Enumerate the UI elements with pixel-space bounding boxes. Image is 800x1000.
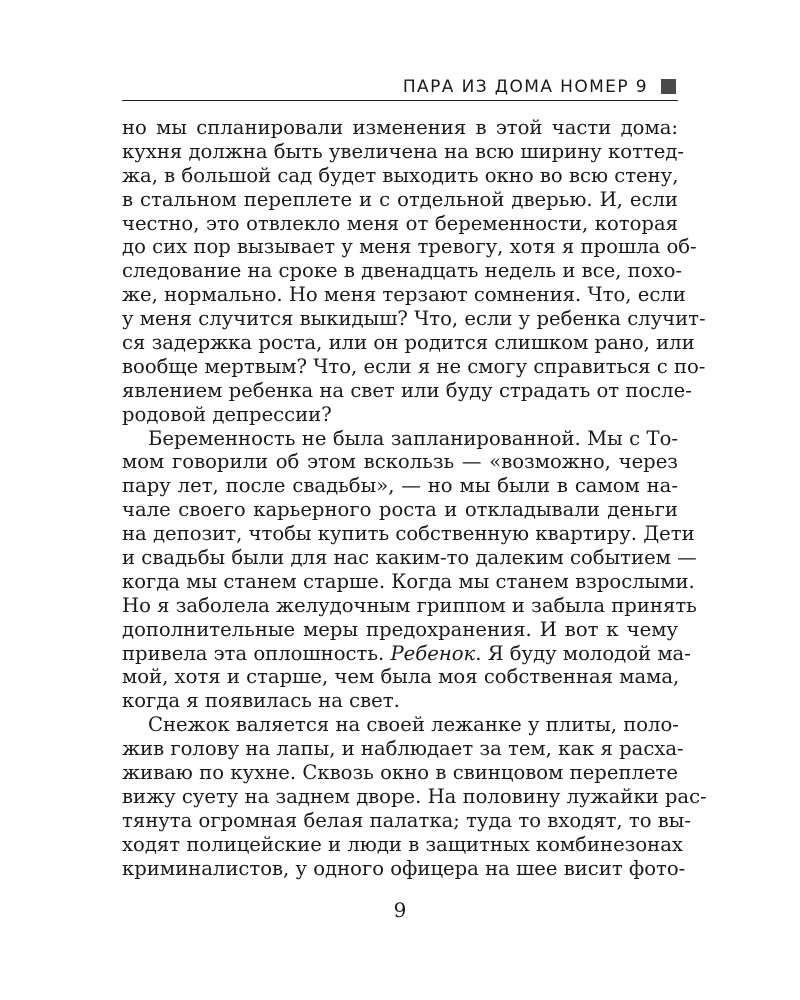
text-line: у меня случится выкидыш? Что, если у ребенка случит- <box>122 307 706 331</box>
text-line: мой, хотя и старше, чем была моя собственная мама, <box>122 665 680 689</box>
text-line: на депозит, чтобы купить собственную квартиру. Дети <box>122 522 695 546</box>
text-line: Беременность не была запланированной. Мы с То- <box>148 426 678 450</box>
text-line: но мы спланировали изменения в этой части дома: <box>122 116 678 139</box>
paragraph <box>122 713 707 880</box>
text-line: жа, в большой сад будет выходить окно во всю стену, <box>122 163 679 187</box>
paragraph <box>122 116 706 427</box>
paragraph <box>122 426 697 714</box>
text-line: Но я заболела желудочным гриппом и забыла принять <box>122 593 697 617</box>
text-line: вообще мертвым? Что, если я не смогу справиться с по- <box>122 354 706 378</box>
text-line: ся задержка роста, или он родится слишком рано, или <box>122 331 695 355</box>
text-line: когда я появилась на свет. <box>122 689 400 713</box>
text-run: привела эта оплошность. <box>122 641 391 665</box>
italic-word: Ребенок <box>390 641 476 665</box>
text-line: пару лет, после свадьбы», — но мы были в самом на- <box>122 474 678 498</box>
text-run: . Я буду молодой ма- <box>475 641 691 665</box>
header-square-mark <box>661 79 676 94</box>
text-line: криминалистов, у одного офицера на шее висит фото- <box>122 856 686 880</box>
text-line: жив голову на лапы, и наблюдает за тем, как я расха- <box>122 737 684 761</box>
text-line: живаю по кухне. Сквозь окно в свинцовом переплете <box>122 761 678 785</box>
text-line-with-italic <box>122 641 691 666</box>
body-text <box>122 116 707 881</box>
text-line: до сих пор вызывает у меня тревогу, хотя я прошла об- <box>122 235 697 259</box>
text-line: вижу суету на заднем дворе. На половину лужайки рас- <box>122 784 707 808</box>
page-number: 9 <box>393 898 407 922</box>
text-line: дополнительные меры предохранения. И вот к чему <box>122 617 678 641</box>
text-line: честно, это отвлекло меня от беременности, которая <box>122 211 678 235</box>
text-line: явлением ребенка на свет или буду страдать от после- <box>122 378 692 402</box>
running-title: ПАРА ИЗ ДОМА НОМЕР 9 <box>402 77 648 97</box>
text-line: тянута огромная белая палатка; туда то входят, то вы- <box>122 808 692 832</box>
text-line: чале своего карьерного роста и откладывали деньги <box>122 498 678 522</box>
text-line: следование на сроке в двенадцать недель и все, похо- <box>122 259 682 283</box>
text-line: Снежок валяется на своей лежанке у плиты, поло- <box>148 713 679 737</box>
text-line: родовой депрессии? <box>122 402 332 426</box>
text-line: мом говорили об этом вскользь — «возможно, через <box>122 450 678 474</box>
text-line: в стальном переплете и с отдельной дверью. И, если <box>122 187 678 211</box>
text-line: и свадьбы были для нас каким-то далеким событием — <box>122 546 697 570</box>
text-line: же, нормально. Но меня терзают сомнения. Что, если <box>122 283 686 307</box>
running-header <box>122 76 678 101</box>
text-line: ходят полицейские и люди в защитных комбинезонах <box>122 832 683 856</box>
text-line: когда мы станем старше. Когда мы станем взрослыми. <box>122 569 695 593</box>
text-line: кухня должна быть увеличена на всю ширину коттед- <box>122 139 685 163</box>
